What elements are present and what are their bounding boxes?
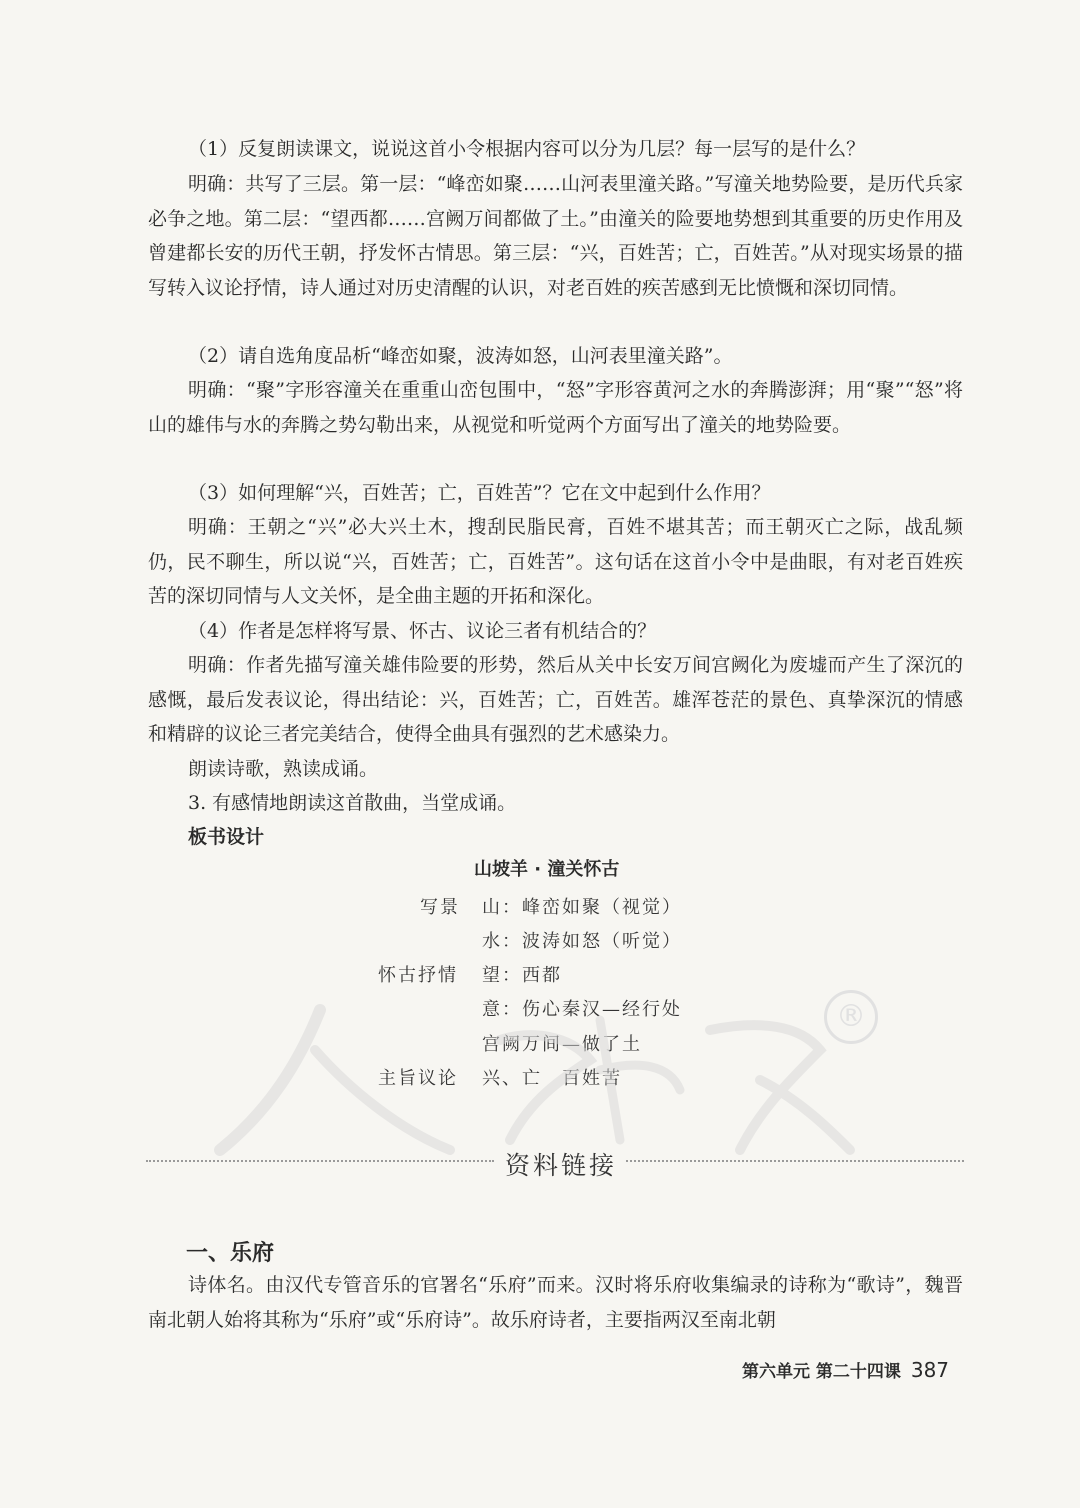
section-1-title: 一、乐府 bbox=[186, 1241, 275, 1266]
question-1: （1）反复朗读课文，说说这首小令根据内容可以分为几层？每一层写的是什么？ bbox=[188, 138, 866, 160]
publisher-watermark-logo bbox=[200, 990, 900, 1160]
read-heading: 朗读诗歌，熟读成诵。 bbox=[188, 758, 379, 780]
board-heading: 板书设计 bbox=[188, 826, 265, 848]
answer-2: 明确：“聚”字形容潼关在重重山峦包围中，“怒”字形容黄河之水的奔腾澎湃；用“聚”“怒”将山的雄伟与水的奔腾之势勾勒出来，从视觉和听觉两个方面写出了潼关的地势险要。 bbox=[148, 379, 963, 436]
board-label-nostalgia: 怀古抒情 bbox=[378, 965, 458, 986]
page-number: 387 bbox=[910, 1358, 950, 1382]
board-scene-water: 水：波涛如怒（听觉） bbox=[482, 931, 682, 952]
answer-1: 明确：共写了三层。第一层：“峰峦如聚……山河表里潼关路。”写潼关地势险要，是历代兵家必争之地。第二层：“望西都……宫阙万间都做了土。”由潼关的险要地势想到其重要的历史作用及曾建都长安的历代王朝，抒发怀古情思。第三层：“兴，百姓苦；亡，百姓苦。”从对现实场景的描写转入议论抒情，诗人通过对历史清醒的认识，对老百姓的疾苦感到无比愤慨和深切同情。 bbox=[148, 173, 963, 299]
board-nostalgia-look: 望：西都 bbox=[482, 965, 562, 986]
step-3: 3. 有感情地朗读这首散曲，当堂成诵。 bbox=[188, 792, 517, 814]
footer-unit: 第六单元 第二十四课 bbox=[742, 1362, 901, 1382]
answer-3: 明确：王朝之“兴”必大兴土木，搜刮民脂民膏，百姓不堪其苦；而王朝灭亡之际，战乱频仍，民不聊生，所以说“兴，百姓苦；亡，百姓苦”。这句话在这首小令中是曲眼，有对老百姓疾苦的深切同情与人文关怀，是全曲主题的开拓和深化。 bbox=[148, 516, 963, 607]
question-3: （3）如何理解“兴，百姓苦；亡，百姓苦”？它在文中起到什么作用？ bbox=[188, 482, 771, 504]
board-label-theme: 主旨议论 bbox=[378, 1068, 458, 1089]
board-label-scene: 写景 bbox=[420, 897, 460, 918]
board-theme-text: 兴、亡 百姓苦 bbox=[482, 1068, 622, 1089]
board-title: 山坡羊 · 潼关怀古 bbox=[474, 859, 620, 880]
reference-heading: 资料链接 bbox=[505, 1151, 618, 1180]
board-scene-mountain: 山：峰峦如聚（视觉） bbox=[482, 897, 682, 918]
question-4: （4）作者是怎样将写景、怀古、议论三者有机结合的？ bbox=[188, 620, 657, 642]
page-footer bbox=[742, 1357, 949, 1382]
board-nostalgia-mind: 意：伤心秦汉—经行处 bbox=[482, 999, 682, 1020]
divider-left bbox=[146, 1160, 494, 1162]
registered-mark-icon: ® bbox=[824, 990, 878, 1044]
board-nostalgia-palace: 宫阙万间—做了土 bbox=[482, 1034, 642, 1055]
answer-4: 明确：作者先描写潼关雄伟险要的形势，然后从关中长安万间宫阙化为废墟而产生了深沉的感慨，最后发表议论，得出结论：兴，百姓苦；亡，百姓苦。雄浑苍茫的景色、真挚深沉的情感和精辟的议论三者完美结合，使得全曲具有强烈的艺术感染力。 bbox=[148, 654, 963, 745]
question-2: （2）请自选角度品析“峰峦如聚，波涛如怒，山河表里潼关路”。 bbox=[188, 345, 733, 367]
divider-right bbox=[626, 1160, 964, 1162]
section-1-text: 诗体名。由汉代专管音乐的官署名“乐府”而来。汉时将乐府收集编录的诗称为“歌诗”，魏晋南北朝人始将其称为“乐府”或“乐府诗”。故乐府诗者，主要指两汉至南北朝 bbox=[148, 1274, 963, 1331]
